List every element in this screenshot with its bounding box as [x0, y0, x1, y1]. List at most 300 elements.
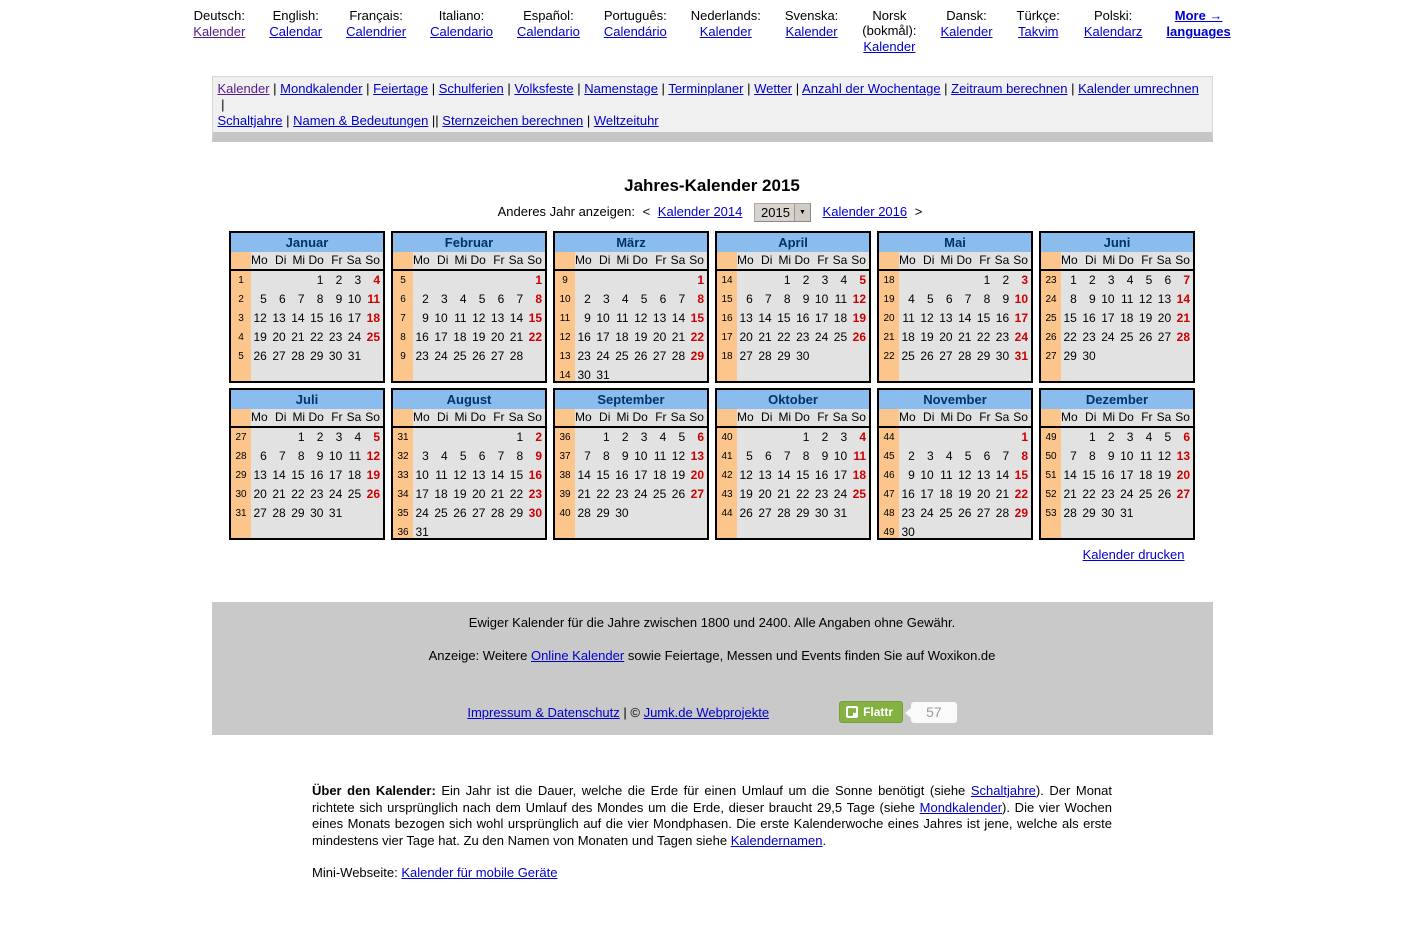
day-cell[interactable]: 23 [796, 330, 810, 344]
day-cell[interactable]: 2 [1089, 273, 1096, 287]
day-cell[interactable]: 16 [528, 468, 542, 482]
day-cell[interactable]: 4 [659, 430, 667, 444]
day-cell[interactable]: 9 [908, 468, 915, 482]
day-cell[interactable]: 17 [1101, 311, 1115, 325]
day-cell[interactable]: 27 [1176, 487, 1190, 501]
day-cell[interactable]: 1 [783, 273, 791, 287]
nav-link-schulferien[interactable]: Schulferien [438, 81, 504, 96]
day-cell[interactable]: 11 [1139, 449, 1153, 463]
day-cell[interactable]: 2 [821, 430, 829, 444]
day-cell[interactable]: 20 [758, 487, 772, 501]
day-cell[interactable]: 19 [1138, 311, 1153, 325]
day-cell[interactable]: 2 [316, 430, 324, 444]
day-cell[interactable]: 9 [535, 449, 542, 463]
day-cell[interactable]: 5 [459, 449, 467, 463]
day-cell[interactable]: 10 [434, 311, 448, 325]
day-cell[interactable]: 26 [634, 349, 648, 363]
day-cell[interactable]: 9 [422, 311, 429, 325]
day-cell[interactable]: 29 [291, 506, 305, 520]
day-cell[interactable]: 29 [509, 506, 524, 520]
day-cell[interactable]: 20 [690, 468, 704, 482]
day-cell[interactable]: 9 [1002, 292, 1010, 306]
day-cell[interactable]: 25 [615, 349, 629, 363]
day-cell[interactable]: 12 [253, 311, 267, 325]
day-cell[interactable]: 24 [1014, 330, 1028, 344]
day-cell[interactable]: 18 [347, 468, 362, 482]
day-cell[interactable]: 14 [995, 468, 1010, 482]
day-cell[interactable]: 29 [690, 349, 704, 363]
day-cell[interactable]: 8 [297, 449, 305, 463]
day-cell[interactable]: 22 [528, 330, 542, 344]
day-cell[interactable]: 2 [584, 292, 591, 306]
impressum-link-0[interactable]: Impressum & Datenschutz [467, 704, 620, 720]
day-cell[interactable]: 28 [509, 349, 524, 363]
day-cell[interactable]: 7 [964, 292, 972, 306]
day-cell[interactable]: 26 [472, 349, 486, 363]
about-link-1[interactable]: Schaltjahre [970, 783, 1036, 798]
language-link[interactable]: Calendário [603, 24, 667, 39]
day-cell[interactable]: 25 [1138, 487, 1153, 501]
day-cell[interactable]: 2 [1002, 273, 1010, 287]
year-select[interactable] [754, 203, 811, 222]
day-cell[interactable]: 1 [316, 273, 324, 287]
day-cell[interactable]: 24 [347, 330, 362, 344]
day-cell[interactable]: 23 [577, 349, 591, 363]
day-cell[interactable]: 8 [697, 292, 704, 306]
day-cell[interactable]: 14 [671, 311, 686, 325]
footer-ad-link-1[interactable]: Online Kalender [530, 648, 625, 663]
nav-link-kalender[interactable]: Kalender [217, 81, 270, 96]
day-cell[interactable]: 29 [796, 506, 810, 520]
day-cell[interactable]: 1 [297, 430, 305, 444]
day-cell[interactable]: 25 [901, 349, 915, 363]
day-cell[interactable]: 21 [291, 330, 305, 344]
day-cell[interactable]: 12 [634, 311, 648, 325]
day-cell[interactable]: 23 [1101, 487, 1115, 501]
day-cell[interactable]: 29 [1082, 506, 1096, 520]
day-cell[interactable]: 30 [901, 525, 915, 539]
day-cell[interactable]: 17 [347, 311, 362, 325]
day-cell[interactable]: 3 [422, 449, 429, 463]
day-cell[interactable]: 9 [1107, 449, 1115, 463]
next-year-link[interactable]: Kalender 2016 [822, 203, 908, 219]
nav-link-mondkalender[interactable]: Mondkalender [280, 81, 363, 96]
day-cell[interactable]: 12 [472, 311, 486, 325]
day-cell[interactable]: 26 [1157, 487, 1172, 501]
day-cell[interactable]: 8 [516, 449, 524, 463]
day-cell[interactable]: 27 [272, 349, 286, 363]
day-cell[interactable]: 2 [621, 430, 629, 444]
day-cell[interactable]: 30 [615, 506, 629, 520]
day-cell[interactable]: 23 [814, 487, 829, 501]
day-cell[interactable]: 26 [958, 506, 972, 520]
nav-link-zeitraum-berechnen[interactable]: Zeitraum berechnen [951, 81, 1068, 96]
day-cell[interactable]: 11 [348, 449, 362, 463]
day-cell[interactable]: 24 [814, 330, 829, 344]
day-cell[interactable]: 1 [697, 273, 704, 287]
day-cell[interactable]: 10 [833, 449, 848, 463]
day-cell[interactable]: 13 [1157, 292, 1172, 306]
day-cell[interactable]: 13 [253, 468, 267, 482]
day-cell[interactable]: 5 [678, 430, 686, 444]
day-cell[interactable]: 21 [509, 330, 524, 344]
day-cell[interactable]: 17 [634, 468, 648, 482]
day-cell[interactable]: 4 [840, 273, 848, 287]
day-cell[interactable]: 19 [253, 330, 267, 344]
day-cell[interactable]: 20 [272, 330, 286, 344]
day-cell[interactable]: 21 [758, 330, 772, 344]
day-cell[interactable]: 24 [920, 506, 934, 520]
day-cell[interactable]: 25 [852, 487, 866, 501]
language-link[interactable]: Kalender [193, 24, 246, 39]
day-cell[interactable]: 13 [272, 311, 286, 325]
day-cell[interactable]: 18 [615, 330, 629, 344]
day-cell[interactable]: 7 [1002, 449, 1010, 463]
day-cell[interactable]: 31 [415, 525, 429, 539]
day-cell[interactable]: 11 [616, 311, 629, 325]
day-cell[interactable]: 30 [328, 349, 343, 363]
day-cell[interactable]: 1 [603, 430, 610, 444]
day-cell[interactable]: 10 [347, 292, 362, 306]
day-cell[interactable]: 4 [441, 449, 448, 463]
day-cell[interactable]: 3 [335, 430, 343, 444]
day-cell[interactable]: 30 [1101, 506, 1115, 520]
day-cell[interactable]: 25 [453, 349, 467, 363]
day-cell[interactable]: 17 [1014, 311, 1028, 325]
print-calendar-link[interactable]: Kalender drucken [1082, 547, 1185, 562]
day-cell[interactable]: 23 [995, 330, 1010, 344]
day-cell[interactable]: 22 [509, 487, 524, 501]
day-cell[interactable]: 25 [434, 506, 448, 520]
day-cell[interactable]: 11 [940, 468, 953, 482]
day-cell[interactable]: 23 [415, 349, 429, 363]
day-cell[interactable]: 3 [840, 430, 848, 444]
more-languages-link[interactable]: languages [1166, 24, 1231, 39]
day-cell[interactable]: 9 [1089, 292, 1096, 306]
day-cell[interactable]: 30 [577, 368, 591, 382]
day-cell[interactable]: 9 [584, 311, 591, 325]
day-cell[interactable]: 18 [366, 311, 380, 325]
day-cell[interactable]: 26 [1138, 330, 1153, 344]
day-cell[interactable]: 20 [939, 330, 953, 344]
day-cell[interactable]: 6 [478, 449, 486, 463]
day-cell[interactable]: 22 [1063, 330, 1077, 344]
day-cell[interactable]: 27 [652, 349, 667, 363]
day-cell[interactable]: 23 [1082, 330, 1096, 344]
day-cell[interactable]: 12 [852, 292, 866, 306]
day-cell[interactable]: 15 [796, 468, 810, 482]
day-cell[interactable]: 11 [1120, 292, 1134, 306]
day-cell[interactable]: 1 [802, 430, 810, 444]
day-cell[interactable]: 5 [746, 449, 753, 463]
day-cell[interactable]: 5 [373, 430, 380, 444]
nav-link-feiertage[interactable]: Feiertage [373, 81, 429, 96]
day-cell[interactable]: 13 [490, 311, 505, 325]
day-cell[interactable]: 19 [634, 330, 648, 344]
day-cell[interactable]: 29 [310, 349, 324, 363]
day-cell[interactable]: 4 [621, 292, 629, 306]
day-cell[interactable]: 25 [833, 330, 848, 344]
nav-link-sternzeichen-berechnen[interactable]: Sternzeichen berechnen [442, 113, 584, 128]
day-cell[interactable]: 18 [1120, 311, 1134, 325]
day-cell[interactable]: 28 [291, 349, 305, 363]
day-cell[interactable]: 14 [577, 468, 591, 482]
day-cell[interactable]: 30 [528, 506, 542, 520]
day-cell[interactable]: 19 [852, 311, 866, 325]
day-cell[interactable]: 18 [434, 487, 448, 501]
day-cell[interactable]: 9 [335, 292, 343, 306]
day-cell[interactable]: 20 [739, 330, 753, 344]
day-cell[interactable]: 21 [958, 330, 972, 344]
day-cell[interactable]: 22 [690, 330, 704, 344]
day-cell[interactable]: 31 [596, 368, 610, 382]
day-cell[interactable]: 30 [1082, 349, 1096, 363]
day-cell[interactable]: 23 [901, 506, 915, 520]
day-cell[interactable]: 29 [976, 349, 991, 363]
day-cell[interactable]: 2 [335, 273, 343, 287]
day-cell[interactable]: 5 [964, 449, 972, 463]
day-cell[interactable]: 3 [1021, 273, 1028, 287]
day-cell[interactable]: 20 [1157, 311, 1172, 325]
day-cell[interactable]: 6 [260, 449, 267, 463]
day-cell[interactable]: 29 [1014, 506, 1028, 520]
day-cell[interactable]: 20 [490, 330, 505, 344]
day-cell[interactable]: 16 [995, 311, 1010, 325]
day-cell[interactable]: 17 [833, 468, 848, 482]
day-cell[interactable]: 11 [902, 311, 915, 325]
day-cell[interactable]: 8 [316, 292, 324, 306]
day-cell[interactable]: 2 [422, 292, 429, 306]
day-cell[interactable]: 8 [802, 449, 810, 463]
day-cell[interactable]: 28 [777, 506, 791, 520]
day-cell[interactable]: 4 [373, 273, 380, 287]
day-cell[interactable]: 18 [652, 468, 667, 482]
day-cell[interactable]: 18 [453, 330, 467, 344]
day-cell[interactable]: 15 [1063, 311, 1077, 325]
day-cell[interactable]: 11 [367, 292, 380, 306]
day-cell[interactable]: 10 [1101, 292, 1115, 306]
day-cell[interactable]: 5 [478, 292, 486, 306]
day-cell[interactable]: 28 [1176, 330, 1190, 344]
day-cell[interactable]: 30 [310, 506, 324, 520]
day-cell[interactable]: 1 [1021, 430, 1028, 444]
day-cell[interactable]: 17 [328, 468, 343, 482]
day-cell[interactable]: 5 [260, 292, 267, 306]
day-cell[interactable]: 4 [1145, 430, 1153, 444]
day-cell[interactable]: 25 [1120, 330, 1134, 344]
day-cell[interactable]: 6 [945, 292, 953, 306]
day-cell[interactable]: 6 [497, 292, 505, 306]
day-cell[interactable]: 3 [441, 292, 448, 306]
day-cell[interactable]: 19 [472, 330, 486, 344]
day-cell[interactable]: 10 [814, 292, 829, 306]
day-cell[interactable]: 17 [434, 330, 448, 344]
day-cell[interactable]: 12 [1157, 449, 1172, 463]
language-link[interactable]: Kalender [699, 24, 752, 39]
day-cell[interactable]: 15 [528, 311, 542, 325]
day-cell[interactable]: 26 [453, 506, 467, 520]
day-cell[interactable]: 1 [1070, 273, 1077, 287]
day-cell[interactable]: 21 [671, 330, 686, 344]
day-cell[interactable]: 27 [472, 506, 486, 520]
day-cell[interactable]: 17 [1120, 468, 1134, 482]
day-cell[interactable]: 16 [615, 468, 629, 482]
day-cell[interactable]: 16 [796, 311, 810, 325]
day-cell[interactable]: 3 [821, 273, 829, 287]
day-cell[interactable]: 4 [354, 430, 362, 444]
day-cell[interactable]: 21 [272, 487, 286, 501]
day-cell[interactable]: 24 [434, 349, 448, 363]
day-cell[interactable]: 3 [354, 273, 362, 287]
day-cell[interactable]: 4 [945, 449, 953, 463]
day-cell[interactable]: 5 [1145, 273, 1153, 287]
day-cell[interactable]: 6 [746, 292, 753, 306]
day-cell[interactable]: 31 [328, 506, 343, 520]
day-cell[interactable]: 15 [976, 311, 991, 325]
nav-link-volksfeste[interactable]: Volksfeste [514, 81, 574, 96]
day-cell[interactable]: 16 [328, 311, 343, 325]
day-cell[interactable]: 23 [528, 487, 542, 501]
day-cell[interactable]: 24 [415, 506, 429, 520]
day-cell[interactable]: 6 [279, 292, 286, 306]
day-cell[interactable]: 3 [927, 449, 934, 463]
day-cell[interactable]: 16 [577, 330, 591, 344]
day-cell[interactable]: 22 [976, 330, 991, 344]
day-cell[interactable]: 22 [1082, 487, 1096, 501]
day-cell[interactable]: 6 [1164, 273, 1172, 287]
day-cell[interactable]: 19 [366, 468, 380, 482]
day-cell[interactable]: 31 [347, 349, 362, 363]
day-cell[interactable]: 15 [1014, 468, 1028, 482]
day-cell[interactable]: 22 [310, 330, 324, 344]
day-cell[interactable]: 10 [415, 468, 429, 482]
day-cell[interactable]: 26 [739, 506, 753, 520]
day-cell[interactable]: 18 [852, 468, 866, 482]
day-cell[interactable]: 12 [920, 311, 934, 325]
day-cell[interactable]: 23 [328, 330, 343, 344]
day-cell[interactable]: 19 [958, 487, 972, 501]
day-cell[interactable]: 7 [279, 449, 286, 463]
day-cell[interactable]: 6 [765, 449, 772, 463]
day-cell[interactable]: 12 [671, 449, 686, 463]
day-cell[interactable]: 15 [310, 311, 324, 325]
day-cell[interactable]: 1 [535, 273, 542, 287]
nav-link-kalender-umrechnen[interactable]: Kalender umrechnen [1078, 81, 1199, 96]
day-cell[interactable]: 8 [983, 292, 991, 306]
day-cell[interactable]: 7 [783, 449, 791, 463]
day-cell[interactable]: 29 [1063, 349, 1077, 363]
day-cell[interactable]: 14 [1063, 468, 1077, 482]
day-cell[interactable]: 17 [596, 330, 610, 344]
day-cell[interactable]: 22 [291, 487, 305, 501]
day-cell[interactable]: 9 [802, 292, 810, 306]
day-cell[interactable]: 31 [833, 506, 848, 520]
day-cell[interactable]: 14 [272, 468, 286, 482]
day-cell[interactable]: 30 [796, 349, 810, 363]
language-link[interactable]: Kalendarz [1083, 24, 1143, 39]
day-cell[interactable]: 27 [1157, 330, 1172, 344]
day-cell[interactable]: 14 [758, 311, 772, 325]
day-cell[interactable]: 30 [995, 349, 1010, 363]
day-cell[interactable]: 20 [652, 330, 667, 344]
day-cell[interactable]: 28 [758, 349, 772, 363]
day-cell[interactable]: 20 [976, 487, 991, 501]
day-cell[interactable]: 19 [1157, 468, 1172, 482]
day-cell[interactable]: 7 [678, 292, 686, 306]
language-link[interactable]: Calendario [516, 24, 580, 39]
day-cell[interactable]: 25 [347, 487, 362, 501]
day-cell[interactable]: 27 [758, 506, 772, 520]
day-cell[interactable]: 26 [671, 487, 686, 501]
day-cell[interactable]: 4 [859, 430, 866, 444]
day-cell[interactable]: 26 [366, 487, 380, 501]
day-cell[interactable]: 1 [983, 273, 991, 287]
day-cell[interactable]: 19 [671, 468, 686, 482]
day-cell[interactable]: 24 [1101, 330, 1115, 344]
day-cell[interactable]: 12 [453, 468, 467, 482]
day-cell[interactable]: 16 [901, 487, 915, 501]
language-link[interactable]: Kalender [785, 24, 838, 39]
prev-year-link[interactable]: Kalender 2014 [657, 203, 743, 219]
about-link-5[interactable]: Kalendernamen [730, 832, 823, 848]
day-cell[interactable]: 9 [316, 449, 324, 463]
day-cell[interactable]: 5 [640, 292, 648, 306]
day-cell[interactable]: 2 [1107, 430, 1115, 444]
day-cell[interactable]: 10 [1120, 449, 1134, 463]
day-cell[interactable]: 28 [490, 506, 505, 520]
day-cell[interactable]: 7 [765, 292, 772, 306]
day-cell[interactable]: 10 [596, 311, 610, 325]
day-cell[interactable]: 1 [516, 430, 524, 444]
day-cell[interactable]: 27 [490, 349, 505, 363]
day-cell[interactable]: 19 [920, 330, 934, 344]
day-cell[interactable]: 21 [577, 487, 591, 501]
day-cell[interactable]: 5 [927, 292, 934, 306]
day-cell[interactable]: 18 [901, 330, 915, 344]
day-cell[interactable]: 2 [908, 449, 915, 463]
day-cell[interactable]: 28 [995, 506, 1010, 520]
day-cell[interactable]: 18 [939, 487, 953, 501]
day-cell[interactable]: 7 [1070, 449, 1077, 463]
day-cell[interactable]: 7 [516, 292, 524, 306]
day-cell[interactable]: 26 [852, 330, 866, 344]
language-link[interactable]: Kalender [863, 39, 916, 54]
day-cell[interactable]: 24 [833, 487, 848, 501]
day-cell[interactable]: 11 [454, 311, 467, 325]
more-languages-link[interactable]: More → [1174, 8, 1223, 23]
day-cell[interactable]: 27 [253, 506, 267, 520]
day-cell[interactable]: 15 [509, 468, 524, 482]
day-cell[interactable]: 27 [690, 487, 704, 501]
flattr-button[interactable] [839, 701, 903, 723]
day-cell[interactable]: 9 [821, 449, 829, 463]
day-cell[interactable]: 3 [603, 292, 610, 306]
day-cell[interactable]: 21 [490, 487, 505, 501]
day-cell[interactable]: 10 [634, 449, 648, 463]
day-cell[interactable]: 15 [777, 311, 791, 325]
day-cell[interactable]: 15 [291, 468, 305, 482]
nav-link-namen-bedeutungen[interactable]: Namen & Bedeutungen [293, 113, 429, 128]
language-link[interactable]: Kalender [940, 24, 993, 39]
day-cell[interactable]: 29 [777, 349, 791, 363]
day-cell[interactable]: 18 [833, 311, 848, 325]
day-cell[interactable]: 8 [1070, 292, 1077, 306]
day-cell[interactable]: 13 [652, 311, 667, 325]
day-cell[interactable]: 16 [1082, 311, 1096, 325]
day-cell[interactable]: 13 [1176, 449, 1190, 463]
day-cell[interactable]: 11 [653, 449, 667, 463]
day-cell[interactable]: 24 [328, 487, 343, 501]
